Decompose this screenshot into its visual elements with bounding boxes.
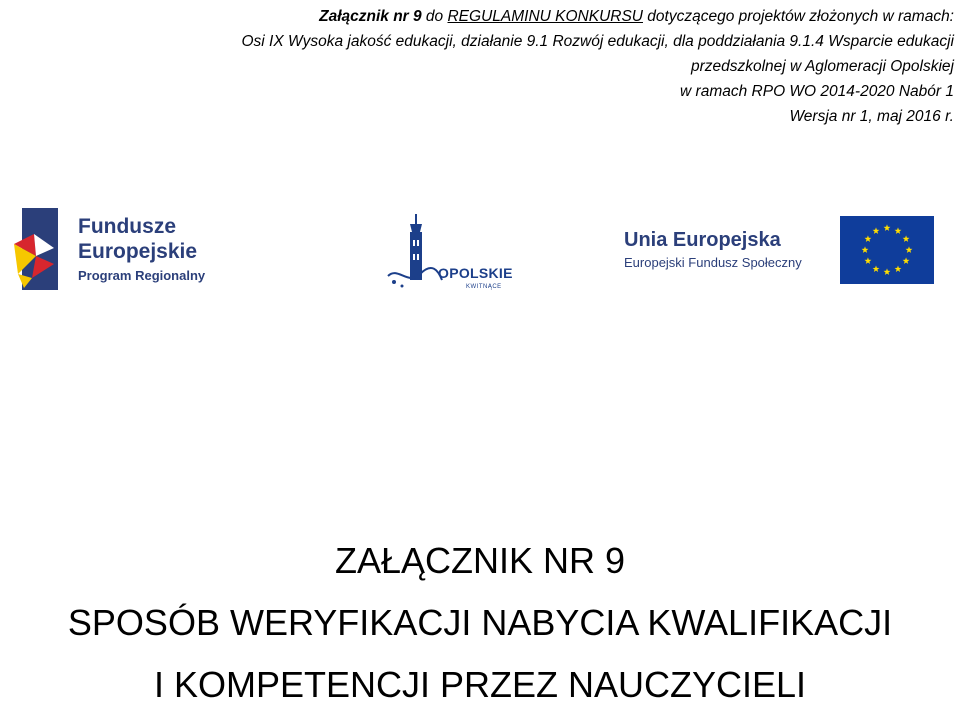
title-line-2: SPOSÓB WERYFIKACJI NABYCIA KWALIFIKACJI — [67, 602, 893, 643]
title-line-1: ZAŁĄCZNIK NR 9 — [334, 540, 626, 581]
header-line-2: Osi IX Wysoka jakość edukacji, działanie 9.1 Rozwój edukacji, dla poddziałania 9.1.4 Wsparcie edukacji — [241, 33, 954, 50]
header-line-3: przedszkolnej w Aglomeracji Opolskiej — [690, 58, 954, 75]
opolskie-logo — [386, 210, 526, 294]
header-line-1 — [14, 4, 954, 29]
eu-line-2: Europejski Fundusz Społeczny — [624, 255, 802, 270]
logo-bar — [0, 200, 960, 300]
opolskie-name: OPOLSKIE — [438, 265, 513, 281]
header-line-1-rest: dotyczącego projektów złożonych w ramach: — [642, 8, 954, 25]
opolskie-sub: KWITNĄCE — [466, 284, 502, 290]
fe-line-1: Fundusze — [78, 215, 176, 238]
unia-europejska-logo — [620, 216, 940, 286]
fe-line-2: Europejskie — [78, 240, 198, 263]
header-line-4: w ramach RPO WO 2014-2020 Nabór 1 — [680, 83, 954, 100]
eu-line-1: Unia Europejska — [624, 229, 781, 251]
fundusze-europejskie-emblem-icon — [14, 204, 60, 294]
title-line-3: I KOMPETENCJI PRZEZ NAUCZYCIELI — [153, 664, 807, 705]
fundusze-europejskie-logo — [14, 204, 244, 294]
document-header — [14, 4, 954, 129]
opolskie-tower-icon — [386, 210, 446, 294]
regulation-link[interactable]: REGULAMINU KONKURSU — [447, 8, 643, 25]
header-line-5: Wersja nr 1, maj 2016 r. — [789, 108, 954, 125]
document-title — [0, 530, 960, 716]
header-do: do — [421, 8, 448, 25]
fe-line-3: Program Regionalny — [78, 268, 206, 283]
attachment-label: Załącznik nr 9 — [319, 8, 422, 25]
eu-flag-icon — [840, 216, 934, 284]
